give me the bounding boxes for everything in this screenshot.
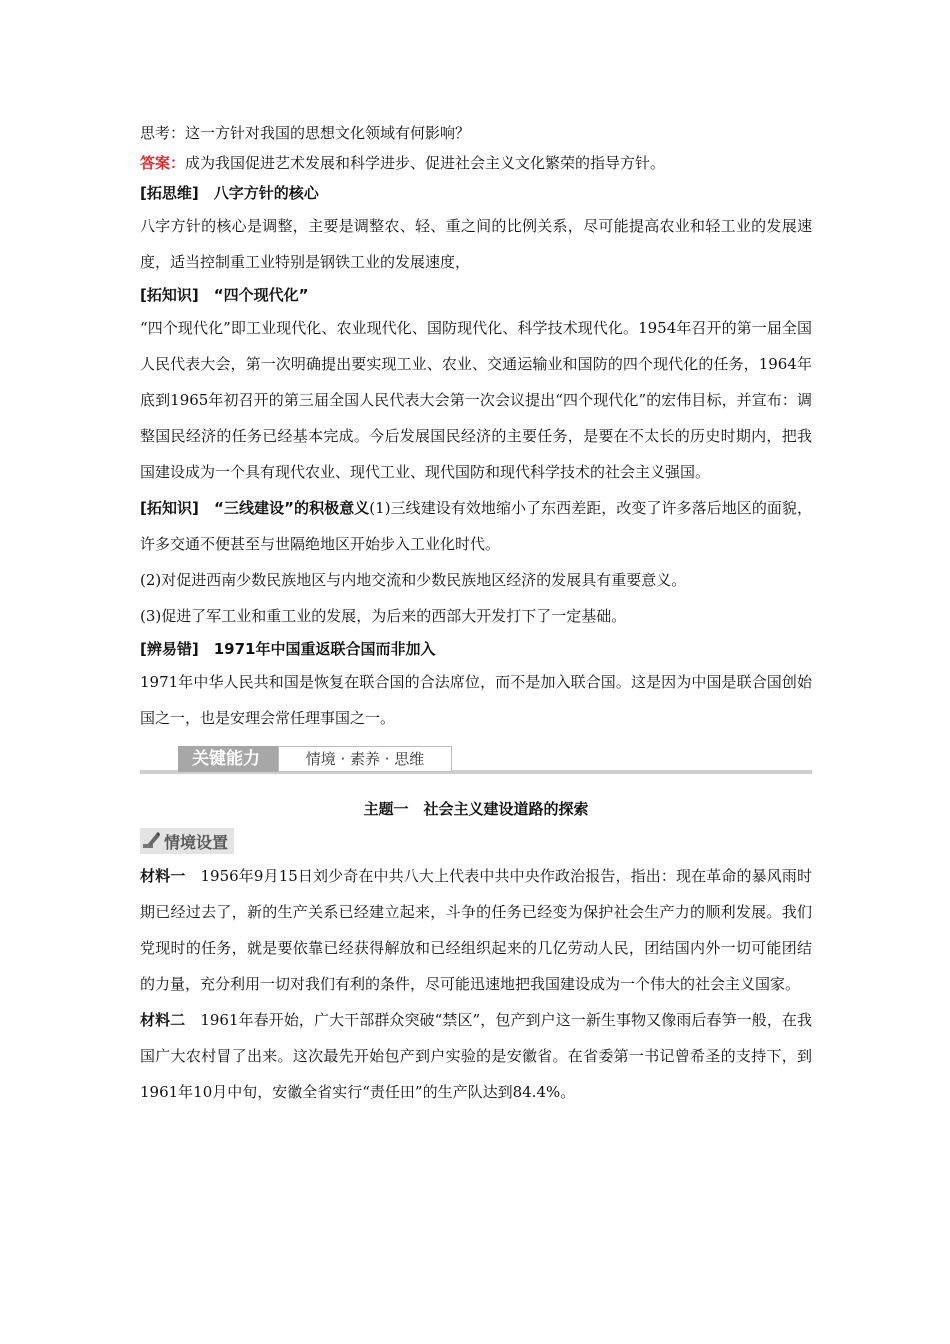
material1-text: 1956年9月15日刘少奇在中共八大上代表中共中央作政治报告，指出：现在革命的暴风雨时期已经过去了，新的生产关系已经建立起来，斗争的任务已经变为保护社会生产力的顺利发展。我们党现时的任务，就是要依靠已经获得解放和已经组织起来的几亿劳动人民，团结国内外一切可能团结的力量，充分利用一切对我们有利的条件，尽可能迅速地把我国建设成为一个伟大的社会主义国家。 [140, 867, 812, 993]
block3-tag: [拓知识] “三线建设”的积极意义 [140, 499, 370, 517]
material1 [140, 858, 812, 1002]
key-ability-banner [140, 742, 812, 780]
document-page [140, 118, 812, 1110]
pencil-icon [142, 832, 160, 850]
block2-tag: [拓知识] “四个现代化” [140, 286, 309, 304]
scene-setting-label: 情境设置 [164, 832, 229, 852]
block2-text: “四个现代化”即工业现代化、农业现代化、国防现代化、科学技术现代化。1954年召开的第一届全国人民代表大会，第一次明确提出要实现工业、农业、交通运输业和国防的四个现代化的任务，1964年底到1965年初召开的第三届全国人民代表大会第一次会议提出“四个现代化”的宏伟目标，并宣布：调整国民经济的任务已经基本完成。今后发展国民经济的主要任务，是要在不太长的历史时期内，把我国建设成为一个具有现代农业、现代工业、现代国防和现代科学技术的社会主义强国。 [140, 319, 812, 481]
block1-text: 八字方针的核心是调整，主要是调整农、轻、重之间的比例关系，尽可能提高农业和轻工业的发展速度，适当控制重工业特别是钢铁工业的发展速度， [140, 217, 812, 271]
material2-label: 材料二 [140, 1011, 186, 1029]
block3-item2: (2)对促进西南少数民族地区与内地交流和少数民族地区经济的发展具有重要意义。 [140, 571, 687, 589]
block3-item3: (3)促进了军工业和重工业的发展，为后来的西部大开发打下了一定基础。 [140, 607, 627, 625]
topic-title: 主题一 社会主义建设道路的探索 [363, 800, 589, 818]
material1-label: 材料一 [140, 867, 186, 885]
banner-left-label: 关键能力 [178, 746, 274, 772]
answer-label: 答案： [140, 154, 186, 172]
block4-text: 1971年中华人民共和国是恢复在联合国的合法席位，而不是加入联合国。这是因为中国是联合国创始国之一，也是安理会常任理事国之一。 [140, 673, 812, 727]
scene-setting-header [140, 828, 234, 854]
material2-text: 1961年春开始，广大干部群众突破“禁区”，包产到户这一新生事物又像雨后春笋一般，在我国广大农村冒了出来。这次最先开始包产到户实验的是安徽省。在省委第一书记曾希圣的支持下，到1961年10月中旬，安徽全省实行“责任田”的生产队达到84.4%。 [140, 1011, 812, 1101]
block4-tag: [辨易错] 1971年中国重返联合国而非加入 [140, 640, 436, 658]
answer-text: 成为我国促进艺术发展和科学进步、促进社会主义文化繁荣的指导方针。 [185, 154, 666, 172]
block3-item1: [拓知识] “三线建设”的积极意义(1)三线建设有效地缩小了东西差距，改变了许多落后地区的面貌，许多交通不便甚至与世隔绝地区开始步入工业化时代。 [140, 499, 812, 553]
think-question: 思考：这一方针对我国的思想文化领域有何影响？ [140, 124, 471, 142]
block1-tag: [拓思维] 八字方针的核心 [140, 184, 319, 202]
banner-right-label: 情境 · 素养 · 思维 [278, 746, 452, 772]
material2 [140, 1002, 812, 1110]
think-answer [140, 148, 812, 178]
